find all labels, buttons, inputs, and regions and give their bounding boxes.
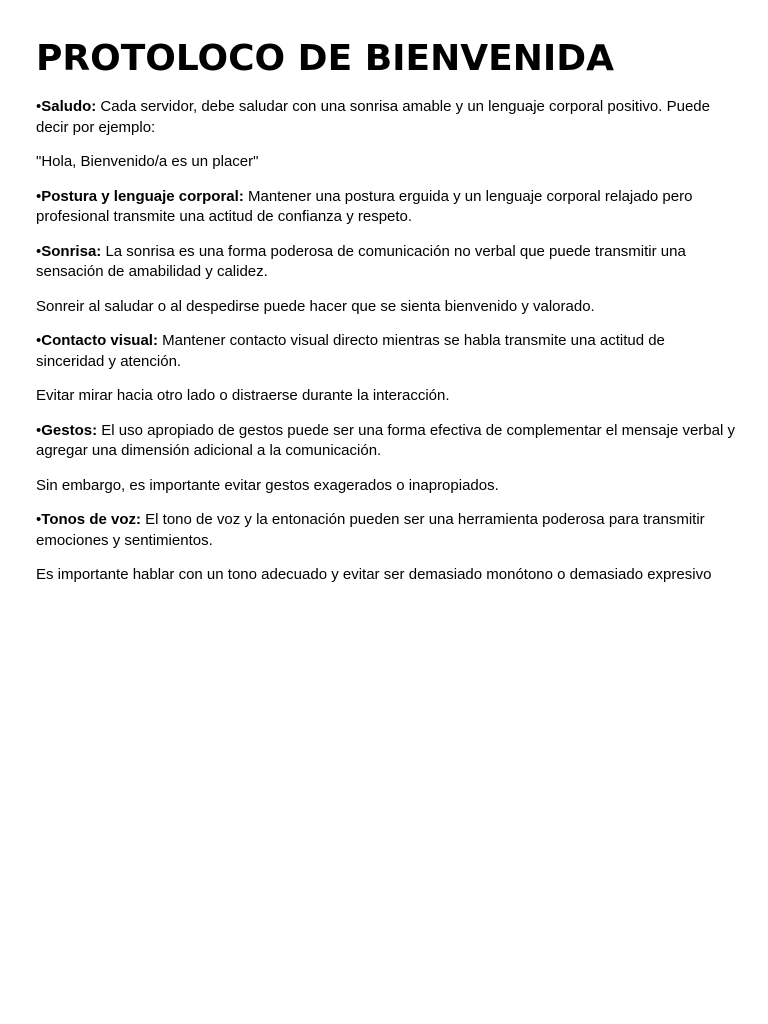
paragraph-text: Mantener contacto visual directo mientras se habla transmite una actitud de sinceridad y atención.	[36, 332, 665, 370]
paragraph-text: Mantener una postura erguida y un lenguaje corporal relajado pero profesional transmite una actitud de confianza y respeto.	[36, 187, 693, 225]
paragraph-heading: Sonrisa:	[41, 242, 102, 260]
paragraph-heading: Saludo:	[41, 98, 97, 115]
paragraph-text: La sonrisa es una forma poderosa de comunicación no verbal que puede transmitir una sensación de amabilidad y calidez.	[36, 242, 686, 280]
paragraph-contacto-visual	[36, 331, 736, 372]
bullet: •	[36, 421, 42, 439]
paragraph-heading: Gestos:	[41, 421, 98, 439]
paragraph-tonos-de-voz	[36, 510, 736, 551]
paragraph-text: El tono de voz y la entonación pueden ser una herramienta poderosa para transmitir emociones y sentimientos.	[36, 511, 705, 549]
paragraph-text: "Hola, Bienvenido/a es un placer"	[36, 153, 259, 170]
paragraph-text: El uso apropiado de gestos puede ser una forma efectiva de complementar el mensaje verbal y agregar una dimensión adicional a la comunicación.	[36, 421, 735, 459]
document-title: PROTOLOCO DE BIENVENIDA	[36, 38, 614, 79]
paragraph-text: Sin embargo, es importante evitar gestos exagerados o inapropiados.	[36, 476, 499, 494]
paragraph-text: Sonreir al saludar o al despedirse puede hacer que se sienta bienvenido y valorado.	[36, 297, 595, 315]
paragraph-tono-note	[36, 565, 736, 586]
document-body	[36, 97, 736, 586]
paragraph-sonreir-note	[36, 297, 736, 318]
paragraph-evitar-mirar	[36, 386, 736, 407]
paragraph-postura	[36, 187, 736, 228]
bullet: •	[36, 242, 42, 260]
paragraph-greeting-example	[36, 152, 736, 173]
paragraph-heading: Postura y lenguaje corporal:	[41, 187, 244, 205]
paragraph-text: Es importante hablar con un tono adecuado y evitar ser demasiado monótono o demasiado expresivo	[36, 566, 712, 583]
bullet: •	[36, 98, 42, 115]
document-page	[36, 0, 736, 600]
paragraph-text: Evitar mirar hacia otro lado o distraerse durante la interacción.	[36, 387, 450, 404]
paragraph-text: Cada servidor, debe saludar con una sonrisa amable y un lenguaje corporal positivo. Puede decir por ejemplo:	[36, 98, 710, 136]
paragraph-heading: Tonos de voz:	[41, 511, 141, 528]
paragraph-saludo	[36, 97, 736, 138]
paragraph-sonrisa	[36, 242, 736, 283]
bullet: •	[36, 332, 42, 349]
paragraph-gestos	[36, 421, 736, 462]
paragraph-heading: Contacto visual:	[41, 332, 158, 349]
bullet: •	[36, 511, 42, 528]
bullet: •	[36, 187, 42, 205]
paragraph-gestos-note	[36, 476, 736, 497]
